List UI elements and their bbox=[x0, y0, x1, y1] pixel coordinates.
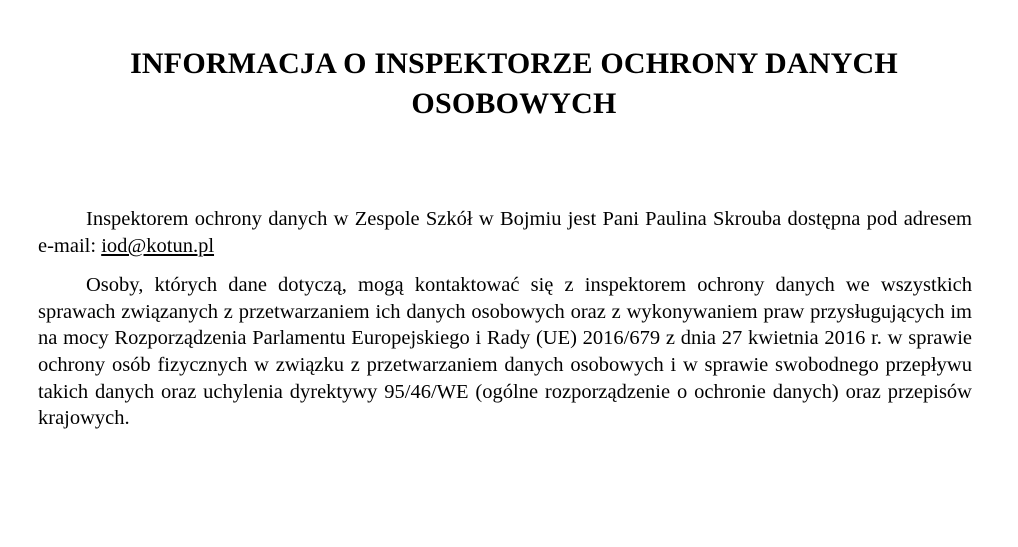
paragraph-rights: Osoby, których dane dotyczą, mogą kontaktować się z inspektorem ochrony danych we wszystkich sprawach związanych z przetwarzaniem ich danych osobowych oraz z wykonywaniem praw przysługujących im na mocy Rozporządzenia Parlamentu Europejskiego i Rady (UE) 2016/679 z dnia 27 kwietnia 2016 r. w sprawie ochrony osób fizycznych w związku z przetwarzaniem danych osobowych i w sprawie swobodnego przepływu takich danych oraz uchylenia dyrektywy 95/46/WE (ogólne rozporządzenie o ochronie danych) oraz przepisów krajowych. bbox=[38, 274, 972, 430]
title-line-1: INFORMACJA O INSPEKTORZE OCHRONY DANYCH bbox=[130, 47, 898, 80]
title-line-2: OSOBOWYCH bbox=[411, 87, 617, 120]
paragraph-inspector-text: Inspektorem ochrony danych w Zespole Szkół w Bojmiu jest Pani Paulina Skrouba dostępna pod adresem e-mail: bbox=[38, 208, 972, 257]
document-body bbox=[38, 206, 972, 432]
paragraph-inspector bbox=[38, 206, 972, 259]
email-link[interactable]: iod@kotun.pl bbox=[101, 234, 215, 257]
document-title bbox=[40, 44, 988, 124]
